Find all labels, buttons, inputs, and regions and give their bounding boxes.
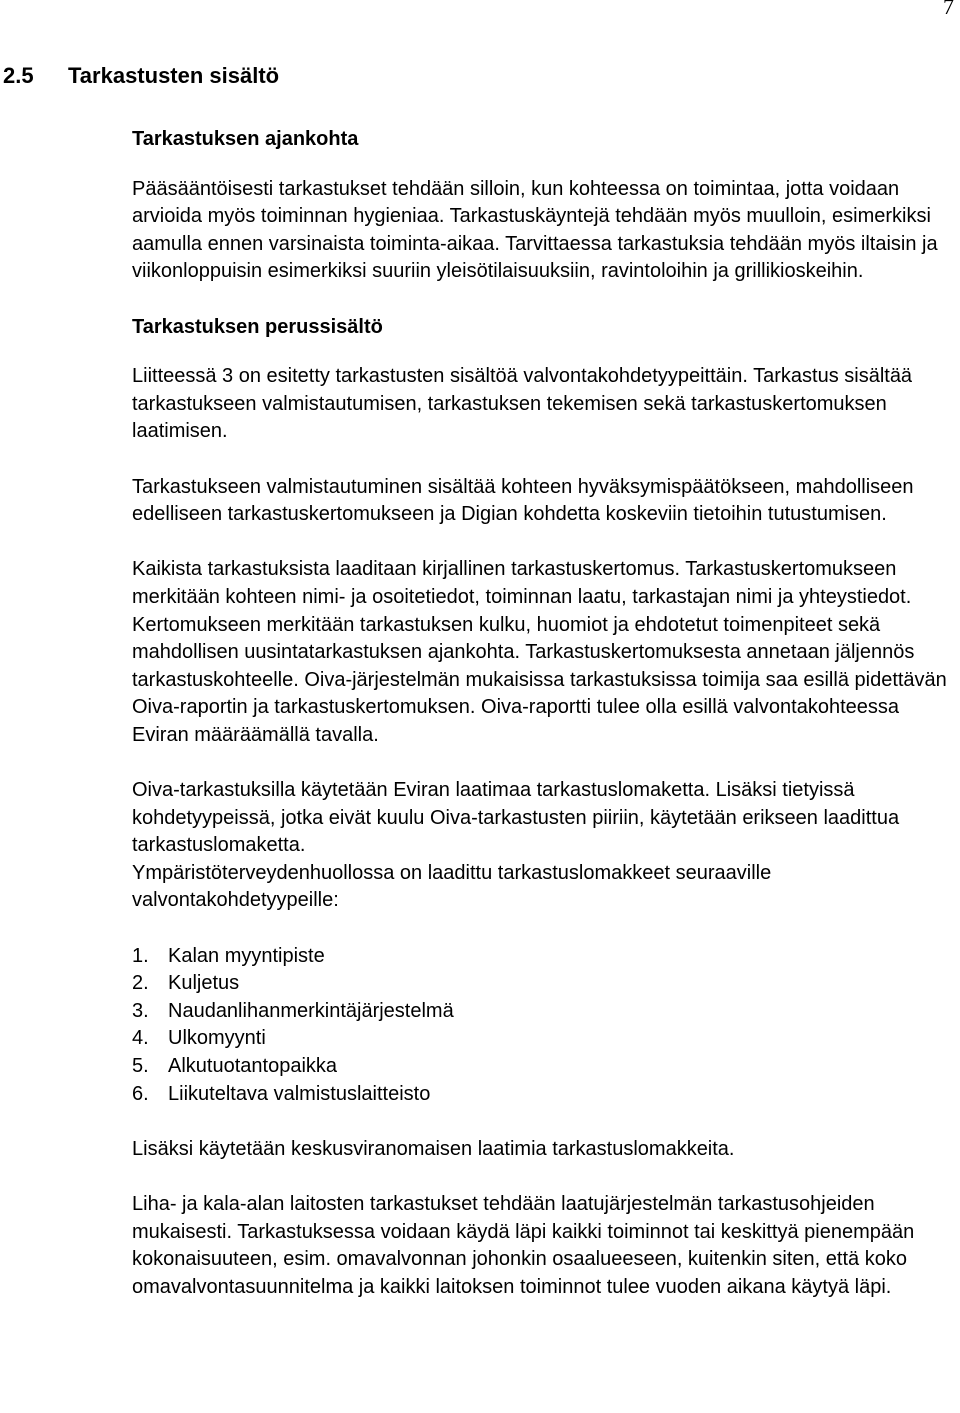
paragraph-ymparistoterveys: Ympäristöterveydenhuollossa on laadittu tarkastuslomakkeet seuraaville valvontakohdetyypeille: — [132, 861, 772, 912]
paragraph-keskusviranomainen: Lisäksi käytetään keskusviranomaisen laatimia tarkastuslomakkeita. — [132, 1137, 735, 1160]
section-number: 2.5 — [3, 63, 34, 88]
list-item: 2. Kuljetus — [132, 972, 240, 995]
section-title: Tarkastusten sisältö — [68, 63, 280, 88]
paragraph-ajankohta: Pääsääntöisesti tarkastukset tehdään silloin, kun kohteessa on toimintaa, jotta voidaan arvioida myös toiminnan hygieniaa. Tarkastuskäyntejä tehdään myös muulloin, esimerkiksi aamulla ennen varsinaista toiminta-aikaa. Tarvittaessa tarkastuksia tehdään myös iltaisin ja viikonloppuisin esimerkiksi suuriin yleisötilaisuuksiin, ravintoloihin ja grillikioskeihin. — [132, 177, 938, 283]
subheading-perussisalto: Tarkastuksen perussisältö — [132, 315, 383, 338]
paragraph-valmistautuminen: Tarkastukseen valmistautuminen sisältää kohteen hyväksymispäätökseen, mahdolliseen edelliseen tarkastuskertomukseen ja Digian kohdetta koskeviin tietoihin tutustumisen. — [132, 475, 914, 526]
paragraph-liha-kala: Liha- ja kala-alan laitosten tarkastukset tehdään laatujärjestelmän tarkastusohjeiden mukaisesti. Tarkastuksessa voidaan käydä läpi kaikki toiminnot tai keskittyä pienempään kokonaisuuteen, esim. omavalvonnan johonkin osaalueeseen, kuitenkin siten, että koko omavalvontasuunnitelma ja kaikki laitoksen toiminnot tulee vuoden aikana käytyä läpi. — [132, 1192, 915, 1298]
list-item: 5. Alkutuotantopaikka — [132, 1055, 338, 1077]
page-number: 7 — [943, 0, 954, 19]
list-item: 4. Ulkomyynti — [132, 1027, 266, 1050]
paragraph-tarkastuskertomus: Kaikista tarkastuksista laaditaan kirjallinen tarkastuskertomus. Tarkastuskertomukseen merkitään kohteen nimi- ja osoitetiedot, toiminnan laatu, tarkastajan nimi ja yhteystiedot. Kertomukseen merkitään tarkastuksen kulku, huomiot ja ehdotetut toimenpiteet sekä mahdollisen uusintatarkastuksen ajankohta. Tarkastuskertomuksesta annetaan jäljennös tarkastuskohteelle. Oiva-järjestelmän mukaisissa tarkastuksissa toimija saa esillä pidettävän Oiva-raportin ja tarkastuskertomuksen. Oiva-raportti tulee olla esillä valvontakohteessa Eviran määräämällä tavalla. — [132, 558, 947, 746]
list-item: 6. Liikuteltava valmistuslaitteisto — [132, 1082, 431, 1105]
subheading-ajankohta: Tarkastuksen ajankohta — [132, 128, 359, 150]
paragraph-oiva-lomake: Oiva-tarkastuksilla käytetään Eviran laatimaa tarkastuslomaketta. Lisäksi tietyissä kohdetyypeissä, jotka eivät kuulu Oiva-tarkastusten piiriin, käytetään erikseen laadittua tarkastuslomaketta. — [132, 779, 900, 857]
document-body — [132, 126, 952, 1329]
section-heading — [3, 63, 279, 89]
inspection-type-list — [132, 943, 952, 1109]
list-item: 3. Naudanlihanmerkintäjärjestelmä — [132, 999, 454, 1022]
paragraph-liitteessa: Liitteessä 3 on esitetty tarkastusten sisältöä valvontakohdetyypeittäin. Tarkastus sisältää tarkastukseen valmistautumisen, tarkastuksen tekemisen sekä tarkastuskertomuksen laatimisen. — [132, 365, 913, 443]
list-item: 1. Kalan myyntipiste — [132, 944, 325, 967]
